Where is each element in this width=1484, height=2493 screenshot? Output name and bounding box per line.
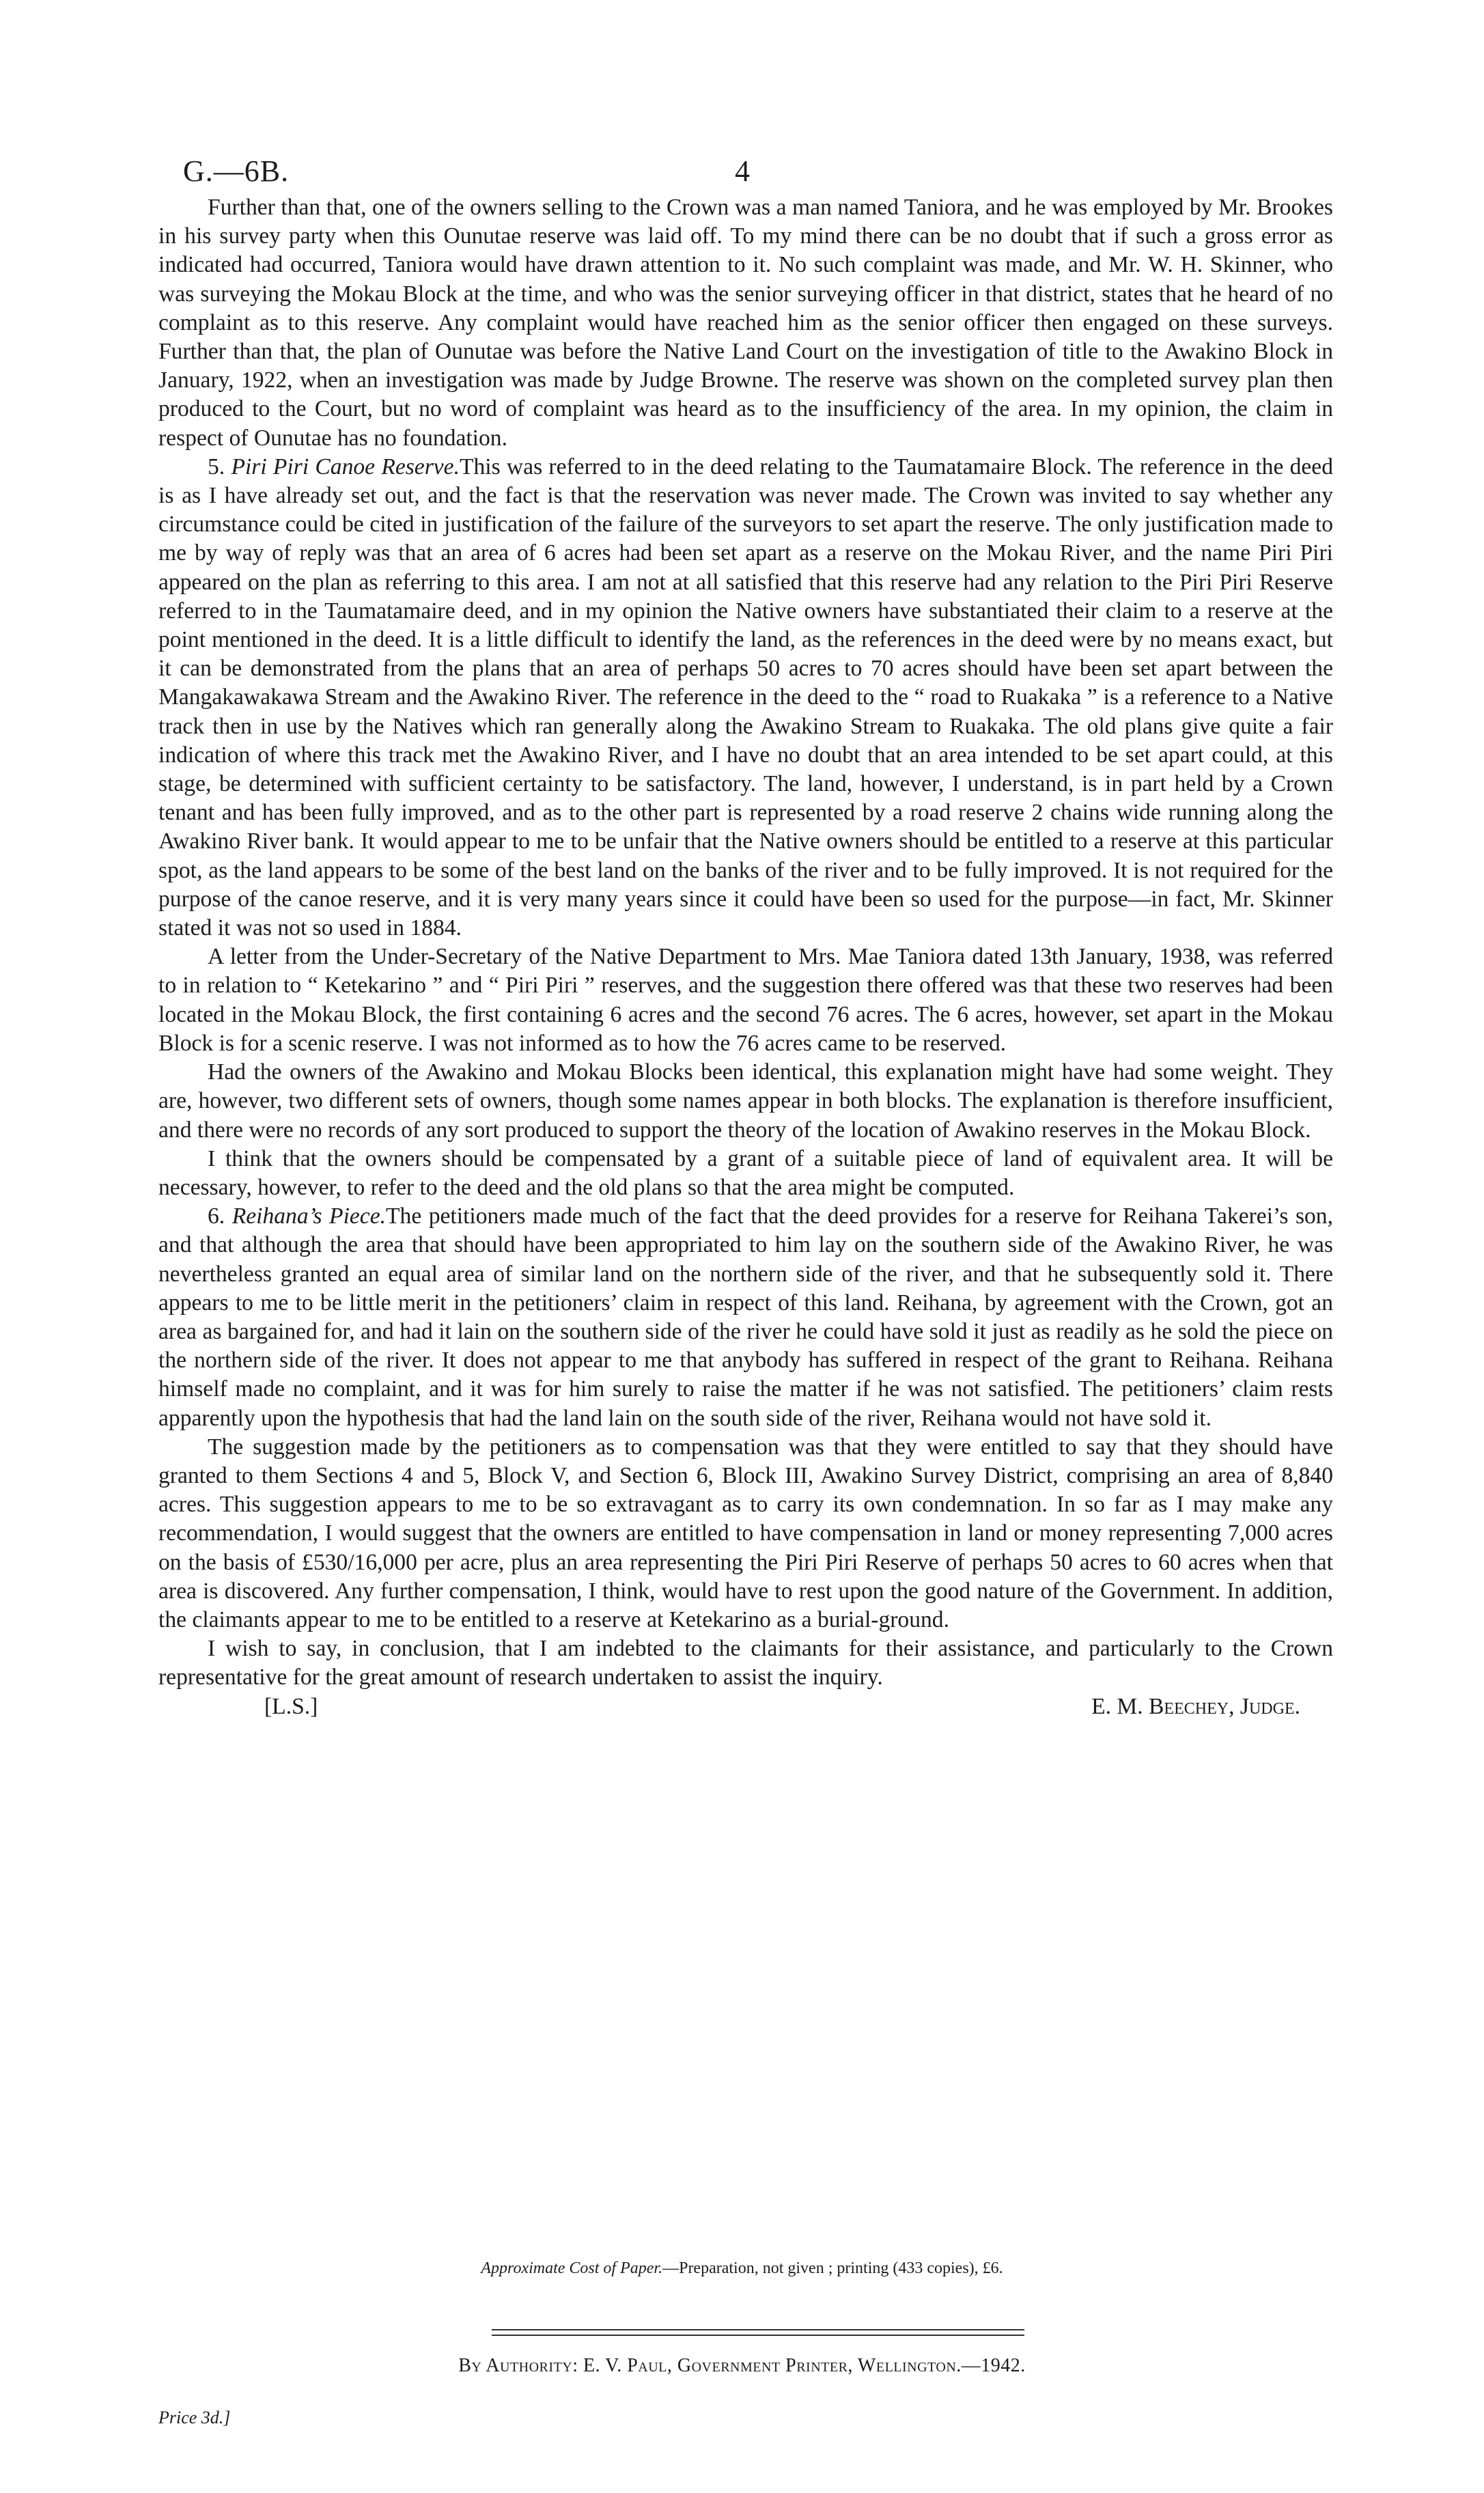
seal-mark: [L.S.]	[264, 1693, 318, 1719]
paragraph-text: This was referred to in the deed relating to the Taumatamaire Block. The reference in the deed is as I have already set out, and the fact is that the reservation was never made. The Crown was invited to say whether any circumstance could be cited in justification of the failure of the surveyors to set apart the reserve. The only justification made to me by way of reply was that an area of 6 acres had been set apart as a reserve on the Mokau River, and the name Piri Piri appeared on the plan as referring to this area. I am not at all satisfied that this reserve had any relation to the Piri Piri Reserve referred to in the Taumatamaire deed, and in my opinion the Native owners have substantiated their claim to a reserve at the point mentioned in the deed. It is a little difficult to identify the land, as the references in the deed were by no means exact, but it can be demonstrated from the plans that an area of perhaps 50 acres to 70 acres should have been set apart between the Mangakawakawa Stream and the Awakino River. The reference in the deed to the “ road to Ruakaka ” is a reference to a Native track then in use by the Natives which ran generally along the Awakino Stream to Ruakaka. The old plans give quite a fair indication of where this track met the Awakino River, and I have no doubt that an area intended to be set apart could, at this stage, be determined with sufficient certainty to be satisfactory. The land, however, I understand, is in part held by a Crown tenant and has been fully improved, and as to the other part is represented by a road reserve 2 chains wide running along the Awakino River bank. It would appear to me to be unfair that the Native owners should be entitled to a reserve at this particular spot, as the land appears to be some of the best land on the banks of the river and to be fully improved. It is not required for the purpose of the canoe reserve, and it is very many years since it could have been so used for the purpose—in fact, Mr. Skinner stated it was not so used in 1884.	[158, 454, 1333, 941]
signature-block	[158, 1693, 1333, 1724]
cost-of-paper-note	[0, 2259, 1484, 2278]
paragraph-owners-identical: Had the owners of the Awakino and Mokau Blocks been identical, this explanation might have had some weight. They are, however, two different sets of owners, though some names appear in both blocks. The explanation is therefore insufficient, and there were no records of any sort produced to support the theory of the location of Awakino reserves in the Mokau Block.	[158, 1059, 1333, 1143]
cost-label: Approximate Cost of Paper.	[481, 2259, 663, 2277]
section-number: 5.	[208, 454, 225, 479]
paragraph-compensation-suggestion: The suggestion made by the petitioners as to compensation was that they were entitled to say that they should have granted to them Sections 4 and 5, Block V, and Section 6, Block III, Awakino Survey District, comprising an area of 8,840 acres. This suggestion appears to me to be so extravagant as to carry its own condemnation. In so far as I may make any recommendation, I would suggest that the owners are entitled to have compensation in land or money representing 7,000 acres on the basis of £530/16,000 per acre, plus an area representing the Piri Piri Reserve of perhaps 50 acres to 60 acres when that area is discovered. Any further compensation, I think, would have to rest upon the good nature of the Government. In addition, the claimants appear to me to be entitled to a reserve at Ketekarino as a burial-ground.	[158, 1434, 1333, 1632]
paragraph-under-secretary-letter: A letter from the Under-Secretary of the Native Department to Mrs. Mae Taniora dated 13th January, 1938, was referred to in relation to “ Ketekarino ” and “ Piri Piri ” reserves, and the suggestion there offered was that these two reserves had been located in the Mokau Block, the first containing 6 acres and the second 76 acres. The 6 acres, however, set apart in the Mokau Block is for a scenic reserve. I was not informed as to how the 76 acres came to be reserved.	[158, 944, 1333, 1056]
cost-text: —Preparation, not given ; printing (433 copies), £6.	[662, 2259, 1003, 2277]
printer-authority: By Authority: E. V. Paul, Government Printer, Wellington.—1942.	[458, 2355, 1026, 2376]
paragraph-conclusion: I wish to say, in conclusion, that I am indebted to the claimants for their assistance, and particularly to the Crown representative for the great amount of research undertaken to assist the inquiry.	[158, 1636, 1333, 1690]
paragraph-piri-piri-canoe-reserve	[158, 453, 1333, 943]
document-body	[158, 193, 1333, 1724]
footer-rule-bottom	[492, 2335, 1024, 2336]
section-heading: Reihana’s Piece.	[232, 1203, 387, 1229]
section-number: 6.	[208, 1203, 225, 1229]
paragraph-ounutae-conclusion: Further than that, one of the owners selling to the Crown was a man named Taniora, and he was employed by Mr. Brookes in his survey party when this Ounutae reserve was laid off. To my mind there can be no doubt that if such a gross error as indicated had occurred, Taniora would have drawn attention to it. No such complaint was made, and Mr. W. H. Skinner, who was surveying the Mokau Block at the time, and who was the senior surveying officer in that district, states that he heard of no complaint as to this reserve. Any complaint would have reached him as the senior officer then engaged on these surveys. Further than that, the plan of Ounutae was before the Native Land Court on the investigation of title to the Awakino Block in January, 1922, when an investigation was made by Judge Browne. The reserve was shown on the completed survey plan then produced to the Court, but no word of complaint was heard as to the insufficiency of the area. In my opinion, the claim in respect of Ounutae has no foundation.	[158, 195, 1333, 451]
paragraph-compensation-grant: I think that the owners should be compensated by a grant of a suitable piece of land of equivalent area. It will be necessary, however, to refer to the deed and the old plans so that the area might be computed.	[158, 1145, 1333, 1200]
judge-signature: E. M. Beechey, Judge.	[1091, 1693, 1300, 1719]
footer-rule-top	[492, 2329, 1024, 2330]
price-note: Price 3d.]	[158, 2408, 231, 2427]
paragraph-text: The petitioners made much of the fact that the deed provides for a reserve for Reihana Takerei’s son, and that although the area that should have been appropriated to him lay on the southern side of the Awakino River, he was nevertheless granted an equal area of similar land on the northern side of the river, and that he subsequently sold it. There appears to me to be little merit in the petitioners’ claim in respect of this land. Reihana, by agreement with the Crown, got an area as bargained for, and had it lain on the southern side of the river he could have sold it just as readily as he sold the piece on the northern side of the river. It does not appear to me that anybody has suffered in respect of the grant to Reihana. Reihana himself made no complaint, and it was for him surely to raise the matter if he was not satisfied. The petitioners’ claim rests apparently upon the hypothesis that had the land lain on the south side of the river, Reihana would not have sold it.	[158, 1203, 1333, 1431]
document-reference: G.—6B.	[183, 154, 290, 188]
page-number: 4	[735, 154, 750, 188]
section-heading: Piri Piri Canoe Reserve.	[231, 454, 460, 479]
paragraph-reihanas-piece	[158, 1202, 1333, 1433]
